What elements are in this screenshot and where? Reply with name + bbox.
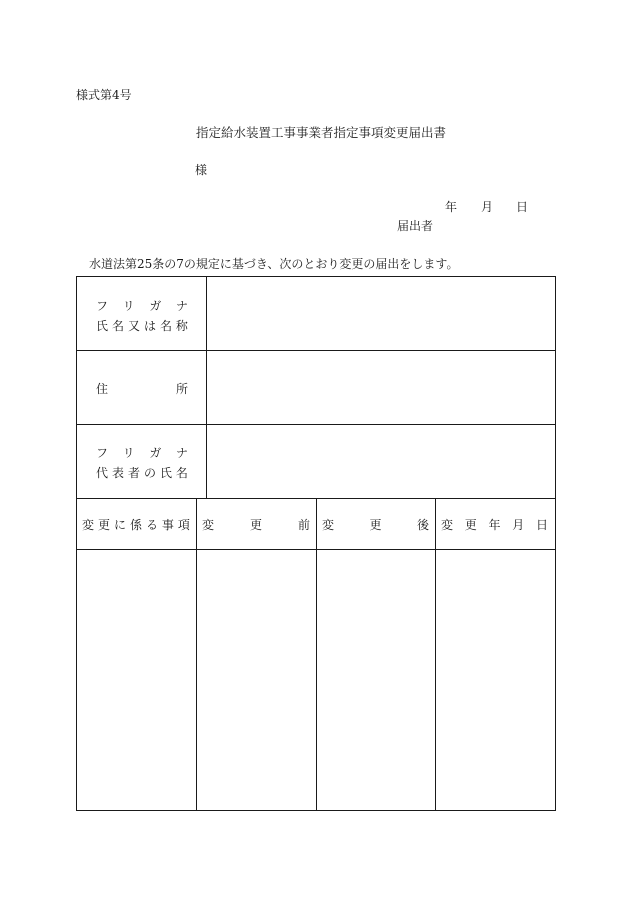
date-year-label: 年 (445, 200, 458, 214)
col-header-after-change: 変 更 後 (322, 518, 429, 532)
form-number: 様式第4号 (76, 88, 132, 102)
address-label: 住 所 (96, 382, 188, 396)
column-divider-3 (435, 498, 436, 811)
col-header-change-date: 変 更 年 月 日 (441, 518, 548, 532)
label-column-divider (206, 276, 207, 498)
name-label: 氏 名 又 は 名 称 (96, 319, 188, 333)
notifier-label: 届出者 (397, 219, 434, 233)
table-border-top (76, 276, 556, 277)
document-title: 指定給水装置工事事業者指定事項変更届出書 (196, 125, 447, 140)
addressee-honorific: 様 (195, 163, 208, 177)
col-header-before-change: 変 更 前 (202, 518, 310, 532)
table-rule-1 (76, 350, 556, 351)
date-month-label: 月 (481, 200, 494, 214)
name-furigana-label: フ リ ガ ナ (96, 299, 188, 313)
column-divider-2 (316, 498, 317, 811)
table-border-left (76, 276, 77, 811)
representative-name-label: 代 表 者 の 氏 名 (96, 466, 188, 480)
table-border-right (555, 276, 556, 811)
intro-statement: 水道法第25条の7の規定に基づき、次のとおり変更の届出をします。 (89, 257, 459, 271)
col-header-change-matter: 変 更 に 係 る 事 項 (82, 518, 190, 532)
column-divider-1 (196, 498, 197, 811)
date-day-label: 日 (516, 200, 529, 214)
rep-furigana-label: フ リ ガ ナ (96, 446, 188, 460)
table-rule-2 (76, 424, 556, 425)
